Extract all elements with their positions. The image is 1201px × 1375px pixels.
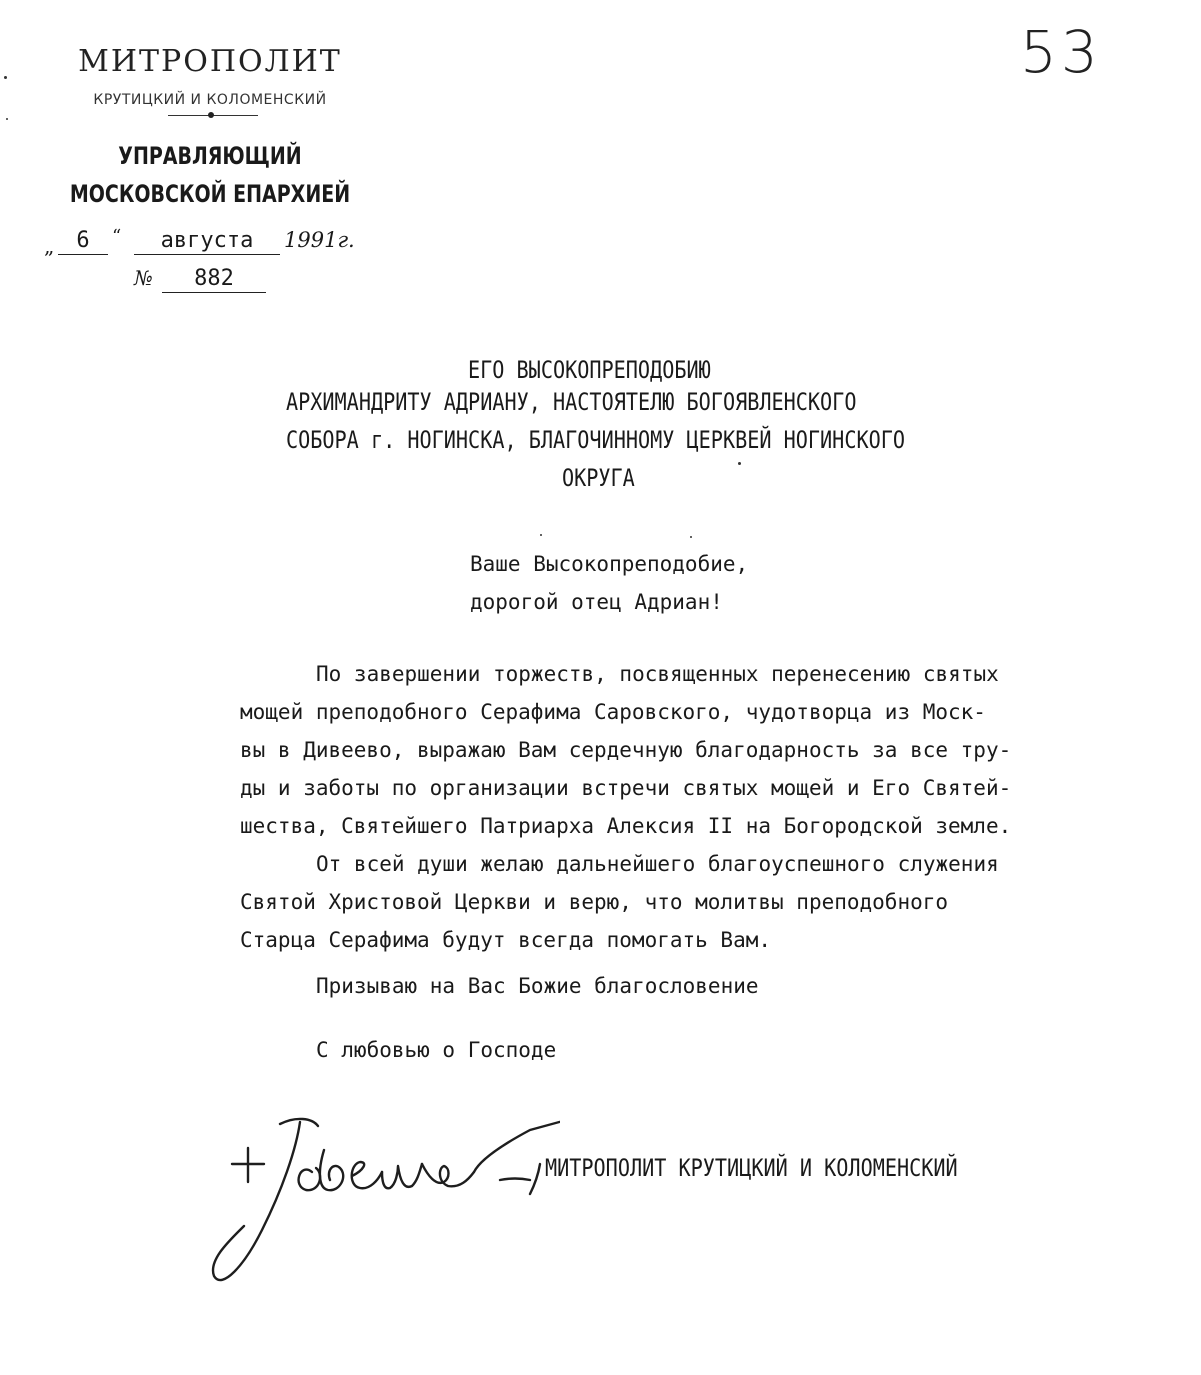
closing-line: С любовью о Господе [316,1038,557,1062]
date-day: 6 [58,228,108,255]
scan-speck [6,118,8,120]
signature-title: МИТРОПОЛИТ КРУТИЦКИЙ И КОЛОМЕНСКИЙ [545,1154,958,1182]
addressee-line: ОКРУГА [562,464,635,492]
addressee-line: ЕГО ВЫСОКОПРЕПОДОБИЮ [468,356,711,384]
body-line: вы в Дивеево, выражаю Вам сердечную благодарность за все тру- [240,738,1012,762]
letterhead-subtitle: КРУТИЦКИЙ И КОЛОМЕНСКИЙ [93,92,327,108]
blessing-line: Призываю на Вас Божие благословение [316,974,759,998]
body-line: шества, Святейшего Патриарха Алексия II на Богородской земле. [240,814,1012,838]
date-year: 1991г. [284,228,355,252]
scan-speck [4,76,7,79]
date-month: августа [134,228,280,255]
body-line: Старца Серафима будут всегда помогать Вам. [240,928,772,952]
letterhead-title: МИТРОПОЛИТ [78,44,342,79]
salutation-line: дорогой отец Адриан! [470,590,723,614]
body-line: От всей души желаю дальнейшего благоуспешного служения [316,852,999,876]
letterhead-admin-line-2: МОСКОВСКОЙ ЕПАРХИЕЙ [69,180,351,208]
addressee-line: СОБОРА г. НОГИНСКА, БЛАГОЧИННОМУ ЦЕРКВЕЙ НОГИНСКОГО [286,426,906,454]
scan-speck [540,534,542,536]
body-line: мощей преподобного Серафима Саровского, чудотворца из Моск- [240,700,986,724]
scan-speck [690,536,692,538]
body-line: ды и заботы по организации встречи святых мощей и Его Святей- [240,776,1012,800]
addressee-line: АРХИМАНДРИТУ АДРИАНУ, НАСТОЯТЕЛЮ БОГОЯВЛЕНСКОГО [286,388,857,416]
body-line: Святой Христовой Церкви и верю, что молитвы преподобного [240,890,949,914]
letterhead-divider-dot [208,112,214,118]
handwritten-signature [200,1090,560,1310]
handwritten-page-number: 53 [1020,18,1102,86]
document-number-label: № [134,266,153,290]
date-close-quote: “ [112,226,122,247]
date-open-quote: „ [44,234,55,258]
body-line: По завершении торжеств, посвященных перенесению святых [316,662,999,686]
document-number: 882 [162,266,266,293]
scan-speck [738,462,741,465]
salutation-line: Ваше Высокопреподобие, [470,552,749,576]
letterhead-admin-line-1: УПРАВЛЯЮЩИЙ [118,142,302,170]
